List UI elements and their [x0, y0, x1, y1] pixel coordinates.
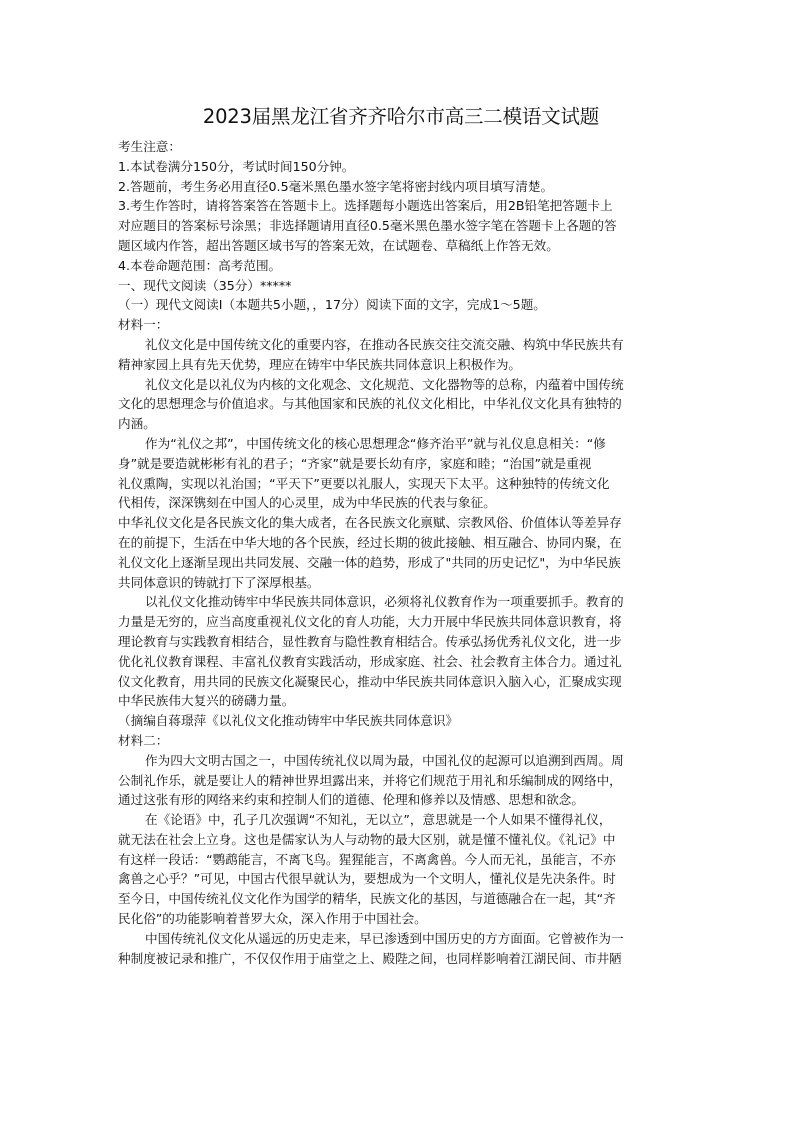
text-line: 作为“礼仪之邦”，中国传统文化的核心思想理念“修齐治平”就与礼仪息息相关：“修 — [145, 435, 606, 451]
text-line: 3.考生作答时，请将答案答在答题卡上。选择题每小题选出答案后，用2B铅笔把答题卡上 — [118, 198, 613, 214]
text-line: 文化的思想理念与价值追求。与其他国家和民族的礼仪文化相比，中华礼仪文化具有独特的 — [118, 396, 622, 412]
exam-body — [118, 137, 684, 968]
text-line: 礼仪文化是以礼仪为内核的文化观念、文化规范、文化器物等的总称，内蕴着中国传统 — [145, 376, 624, 392]
text-line: 禽兽之心乎？”可见，中国古代很早就认为，要想成为一个文明人，懂礼仪是先决条件。时 — [118, 871, 616, 887]
text-line: 以礼仪文化推动铸牢中华民族共同体意识，必须将礼仪教育作为一项重要抓手。教育的 — [145, 594, 624, 610]
text-line: （一）现代文阅读Ⅰ（本题共5小题，，17分）阅读下面的文字，完成1～5题。 — [118, 297, 546, 313]
text-line: 礼仪文化是中国传统文化的重要内容，在推动各民族交往交流交融、构筑中华民族共有 — [145, 336, 624, 352]
text-line: （摘编自蒋璟萍《以礼仪文化推动铸牢中华民族共同体意识》 — [118, 713, 459, 729]
text-line: 内涵。 — [118, 416, 156, 432]
text-line: 中华民族伟大复兴的磅礴力量。 — [118, 693, 295, 709]
text-line: 礼仪文化上逐渐呈现出共同发展、交融一体的趋势，形成了"共同的历史记忆"，为中华民族 — [118, 554, 621, 570]
text-line: 理论教育与实践教育相结合，显性教育与隐性教育相结合。传承弘扬优秀礼仪文化，进一步 — [118, 633, 622, 649]
text-line: 中国传统礼仪文化从遥远的历史走来，早已渗透到中国历史的方方面面。它曾被作为一 — [145, 930, 624, 946]
text-line: 1.本试卷满分150分，考试时间150分钟。 — [118, 158, 355, 174]
text-line: 代相传，深深镌刻在中国人的心灵里，成为中华民族的代表与象征。 — [118, 495, 496, 511]
text-line: 4.本卷命题范围：高考范围。 — [118, 257, 282, 273]
text-line: 公制礼作乐，就是要让人的精神世界坦露出来，并将它们规范于用礼和乐编制成的网络中， — [118, 772, 622, 788]
text-line: 材料二： — [118, 732, 169, 748]
text-line: 题区域内作答，超出答题区域书写的答案无效，在试题卷、草稿纸上作答无效。 — [118, 237, 559, 253]
text-line: 2.答题前，考生务必用直径0.5毫米黑色墨水签字笔将密封线内项目填写清楚。 — [118, 178, 554, 194]
text-line: 就无法在社会上立身。这也是儒家认为人与动物的最大区别，就是懂不懂礼仪。《礼记》中 — [118, 831, 616, 847]
text-line: 至今日，中国传统礼仪文化作为国学的精华，民族文化的基因，与道德融合在一起，其“齐 — [118, 891, 616, 907]
text-line: 仪文化教育，用共同的民族文化凝聚民心，推动中华民族共同体意识入脑入心，汇聚成实现 — [118, 673, 622, 689]
text-line: 礼仪熏陶，实现以礼治国；“平天下”更要以礼服人，实现天下太平。这种独特的传统文化 — [118, 475, 610, 491]
exam-title: 2023届黑龙江省齐齐哈尔市高三二模语文试题 — [202, 105, 600, 128]
text-line: 力量是无穷的，应当高度重视礼仪文化的育人功能，大力开展中华民族共同体意识教育，将 — [118, 614, 622, 630]
text-line: 对应题目的答案标号涂黑；非选择题请用直径0.5毫米黑色墨水签字笔在答题卡上各题的答 — [118, 218, 617, 234]
text-line: 通过这张有形的网络来约束和控制人们的道德、伦理和修养以及情感、思想和欲念。 — [118, 792, 584, 808]
text-line: 共同体意识的铸就打下了深厚根基。 — [118, 574, 320, 590]
text-line: 考生注意： — [118, 139, 181, 154]
text-line: 在的前提下，生活在中华大地的各个民族，经过长期的彼此接触、相互融合、协同内聚，在 — [118, 534, 622, 550]
exam-page — [118, 104, 684, 968]
text-line: 精神家园上具有先天优势，理应在铸牢中华民族共同体意识上积极作为。 — [118, 356, 521, 372]
text-line: 身”就是要造就彬彬有礼的君子；“齐家”就是要长幼有序，家庭和睦；“治国”就是重视 — [118, 455, 592, 471]
text-line: 有这样一段话：“鹦鹉能言，不离飞鸟。猩猩能言，不离禽兽。今人而无礼，虽能言，不亦 — [118, 851, 616, 867]
text-line: 材料一： — [118, 317, 169, 333]
text-line: 优化礼仪教育课程、丰富礼仪教育实践活动，形成家庭、社会、社会教育主体合力。通过礼 — [118, 653, 622, 669]
text-line: 在《论语》中，孔子几次强调“不知礼，无以立”，意思就是一个人如果不懂得礼仪， — [145, 812, 612, 828]
text-line: 民化俗”的功能影响着普罗大众，深入作用于中国社会。 — [118, 911, 427, 927]
text-line: 作为四大文明古国之一，中国传统礼仪以周为最，中国礼仪的起源可以追溯到西周。周 — [145, 752, 624, 768]
text-line: 中华礼仪文化是各民族文化的集大成者，在各民族文化禀赋、宗教风俗、价值体认等差异存 — [118, 515, 622, 531]
text-line: 种制度被记录和推广，不仅仅作用于庙堂之上、殿陛之间，也同样影响着江湖民间、市井陋 — [118, 950, 622, 966]
text-line: 一、现代文阅读（35分）***** — [118, 277, 292, 293]
